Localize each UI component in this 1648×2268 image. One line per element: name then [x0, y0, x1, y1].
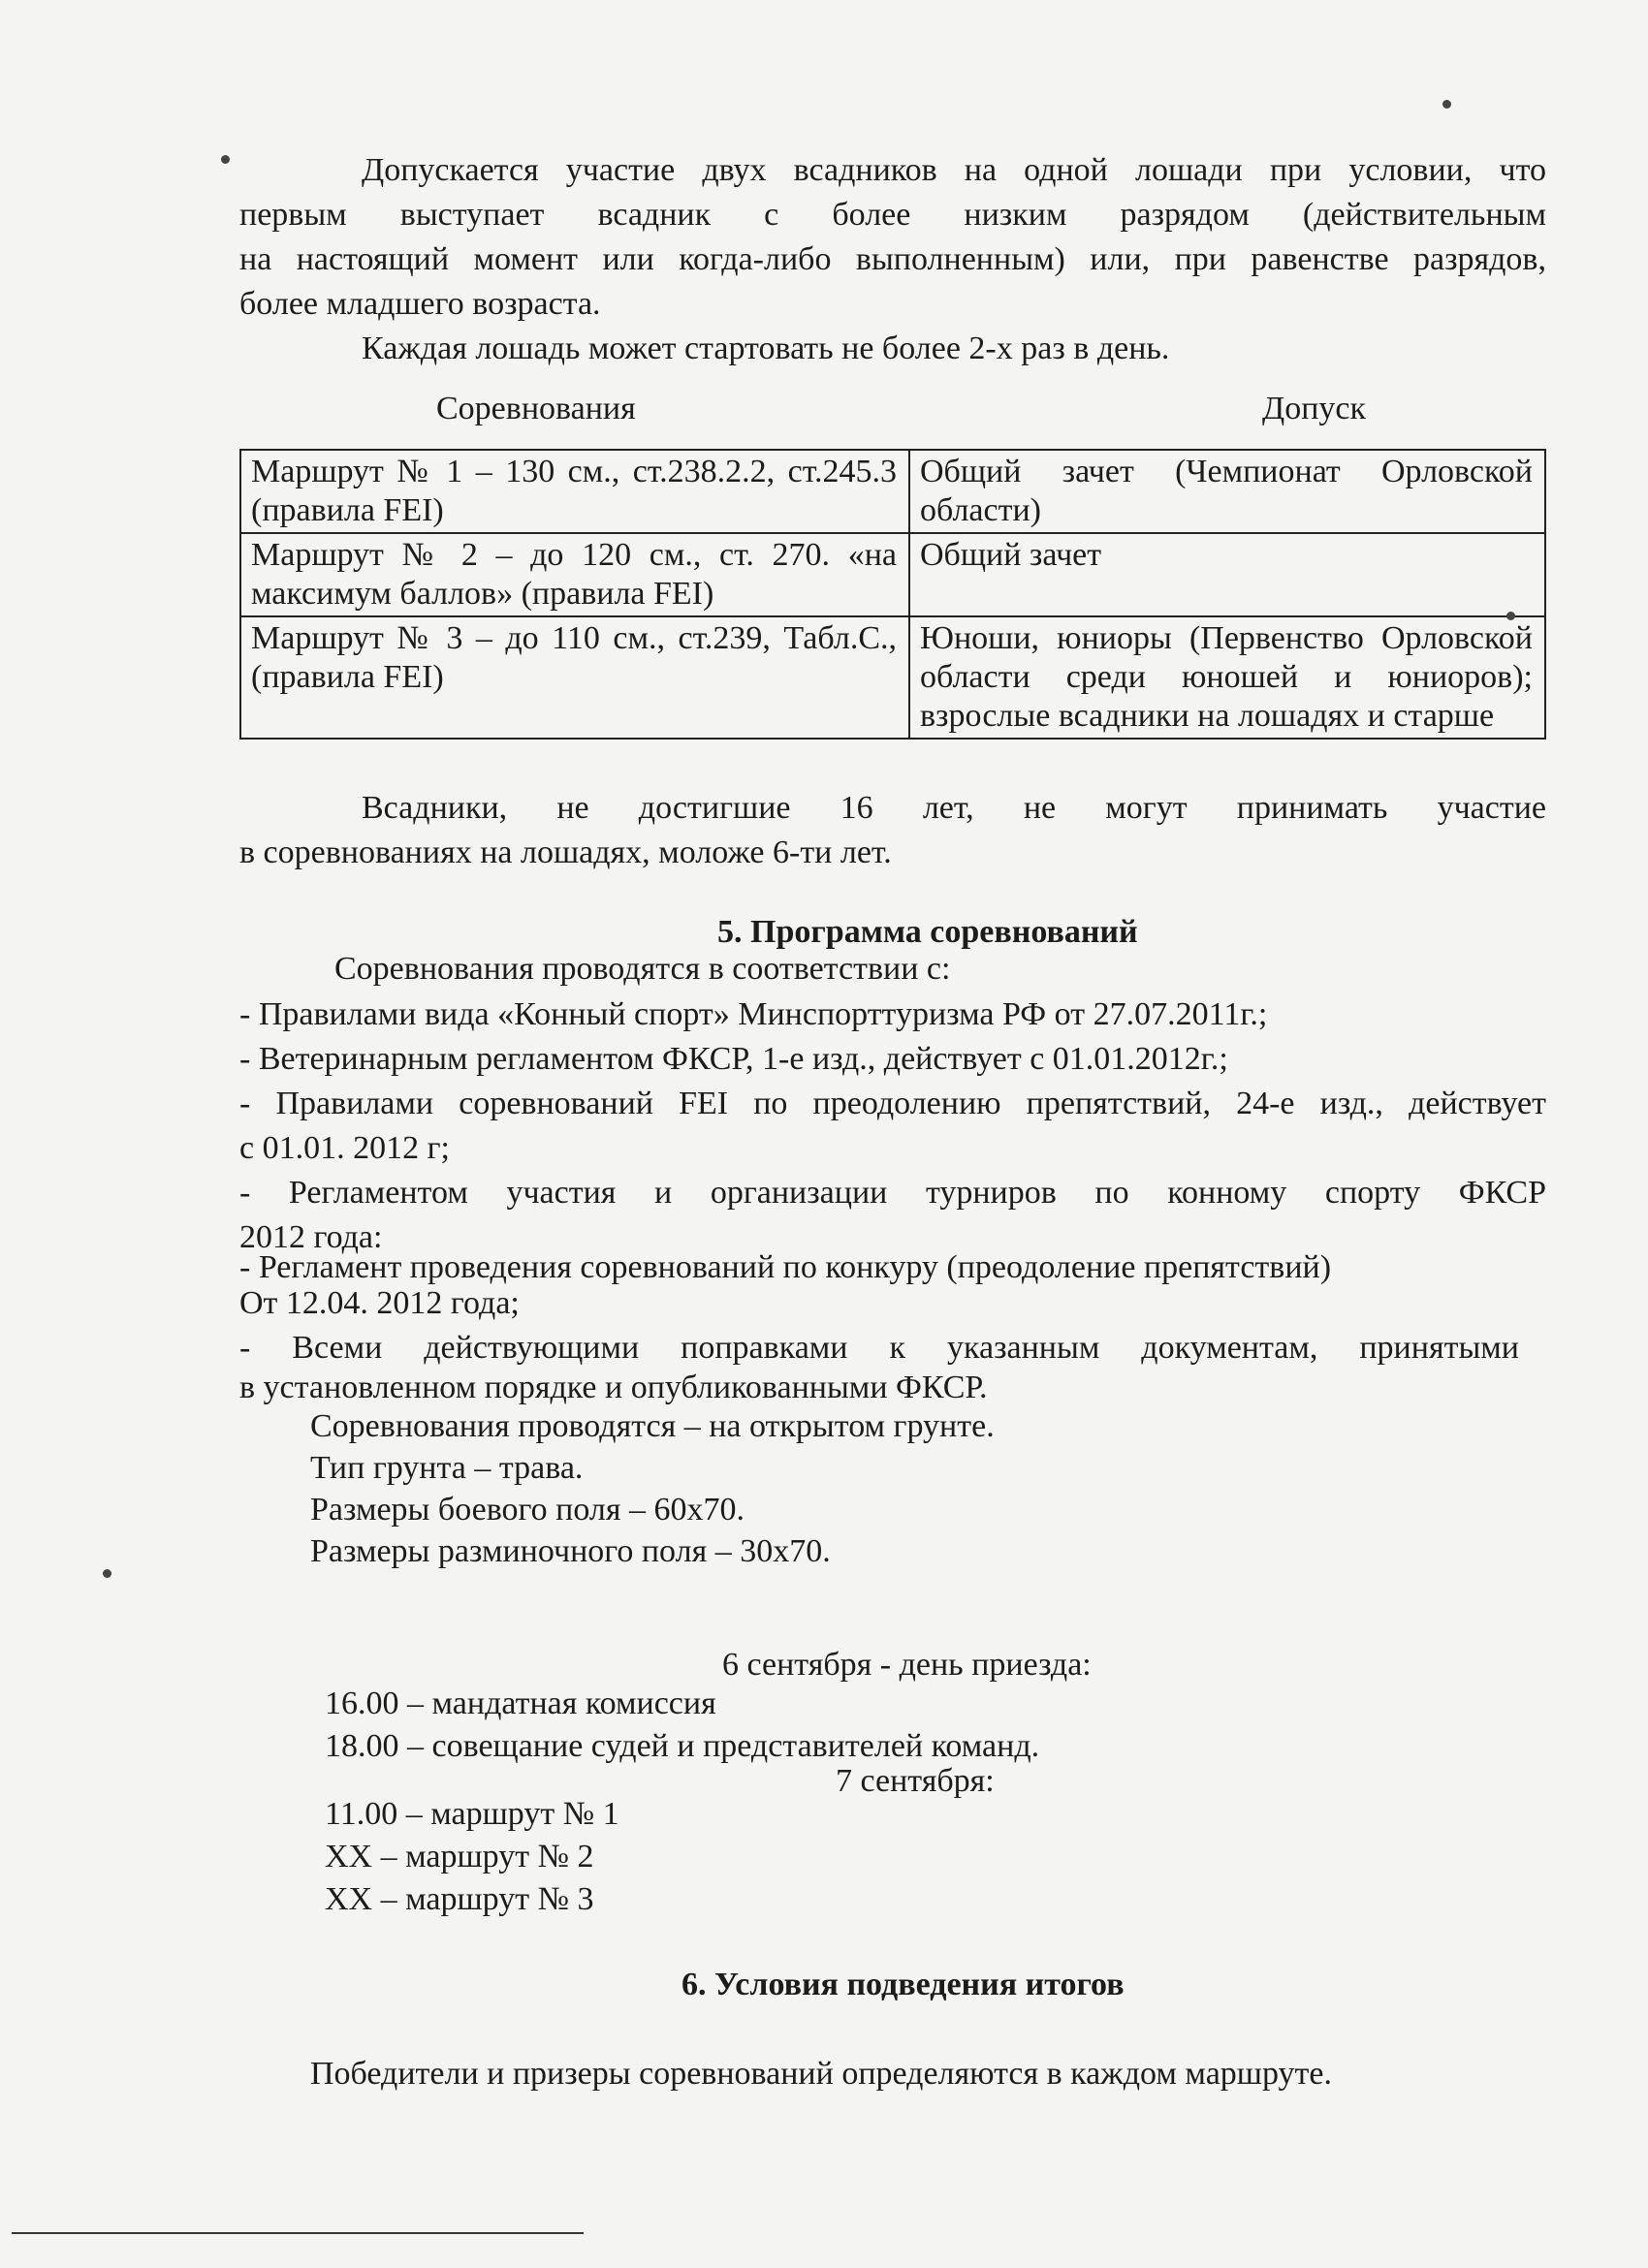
- scan-speck: [1442, 100, 1451, 109]
- rule-item-4: - Регламентом участия и организации турниров по конному спорту ФКСР: [239, 1175, 1546, 1211]
- rule-item-5-cont: От 12.04. 2012 года;: [239, 1285, 520, 1321]
- scan-speck: [1506, 612, 1515, 620]
- rule-item-4-cont: 2012 года:: [239, 1219, 383, 1255]
- section-5-intro: Соревнования проводятся в соответствии с:: [334, 951, 951, 987]
- section-5-title: 5. Программа соревнований: [717, 914, 1138, 950]
- venue-line-4: Размеры разминочного поля – 30х70.: [310, 1533, 831, 1569]
- schedule-item: ХХ – маршрут № 2: [325, 1839, 594, 1874]
- rule-item-6-cont: в установленном порядке и опубликованными ФКСР.: [239, 1370, 988, 1405]
- route-cell: Маршрут № 1 – 130 см., ст.238.2.2, ст.245.3 (правила FEI): [240, 450, 909, 533]
- venue-line-2: Тип грунта – трава.: [310, 1450, 584, 1486]
- intro-line-5: Каждая лошадь может стартовать не более 2-х раз в день.: [362, 331, 1170, 366]
- intro-line-1: Допускается участие двух всадников на одной лошади при условии, что: [362, 152, 1546, 188]
- note-line-2: в соревнованиях на лошадях, моложе 6-ти лет.: [239, 835, 892, 870]
- route-cell: Маршрут № 3 – до 110 см., ст.239, Табл.С., (правила FEI): [240, 616, 909, 739]
- section-6-title: 6. Условия подведения итогов: [681, 1967, 1125, 2002]
- schedule-day-1-title: 6 сентября - день приезда:: [722, 1647, 1092, 1683]
- admission-table: [239, 449, 1546, 740]
- intro-line-4: более младшего возраста.: [239, 286, 601, 322]
- admission-cell: Общий зачет (Чемпионат Орловской области): [909, 450, 1545, 533]
- venue-line-1: Соревнования проводятся – на открытом грунте.: [310, 1408, 995, 1444]
- rule-item-3-cont: с 01.01. 2012 г;: [239, 1130, 450, 1166]
- rule-item-6: - Всеми действующими поправками к указанным документам, принятыми: [239, 1330, 1519, 1366]
- venue-line-3: Размеры боевого поля – 60х70.: [310, 1492, 745, 1528]
- rule-item-2: - Ветеринарным регламентом ФКСР, 1-е изд., действует с 01.01.2012г.;: [239, 1041, 1228, 1077]
- schedule-item: 11.00 – маршрут № 1: [325, 1796, 619, 1832]
- schedule-item: 18.00 – совещание судей и представителей команд.: [325, 1728, 1040, 1764]
- schedule-day-2-title: 7 сентября:: [836, 1763, 995, 1799]
- admission-cell: Юноши, юниоры (Первенство Орловской области среди юношей и юниоров); взрослые всадники на лошадях и старше: [909, 616, 1545, 739]
- scan-speck: [221, 155, 230, 164]
- table-row: [240, 616, 1545, 739]
- footer-rule: [12, 2232, 584, 2234]
- rule-item-1: - Правилами вида «Конный спорт» Минспорттуризма РФ от 27.07.2011г.;: [239, 996, 1268, 1032]
- rule-item-5: - Регламент проведения соревнований по конкуру (преодоление препятствий): [239, 1249, 1332, 1285]
- intro-line-2: первым выступает всадник с более низким разрядом (действительным: [239, 197, 1546, 233]
- table-header-competitions: Соревнования: [436, 391, 636, 426]
- intro-line-3: на настоящий момент или когда-либо выполненным) или, при равенстве разрядов,: [239, 241, 1546, 277]
- table-row: [240, 450, 1545, 533]
- table-row: [240, 533, 1545, 616]
- route-cell: Маршрут № 2 – до 120 см., ст. 270. «на максимум баллов» (правила FEI): [240, 533, 909, 616]
- admission-cell: Общий зачет: [909, 533, 1545, 616]
- schedule-item: ХХ – маршрут № 3: [325, 1881, 594, 1917]
- scan-speck: [103, 1569, 111, 1578]
- schedule-item: 16.00 – мандатная комиссия: [325, 1685, 716, 1721]
- rule-item-3: - Правилами соревнований FEI по преодолению препятствий, 24-е изд., действует: [239, 1086, 1546, 1121]
- section-6-text: Победители и призеры соревнований определяются в каждом маршруте.: [310, 2056, 1332, 2092]
- table-header-admission: Допуск: [1262, 391, 1366, 426]
- note-line-1: Всадники, не достигшие 16 лет, не могут принимать участие: [362, 790, 1546, 826]
